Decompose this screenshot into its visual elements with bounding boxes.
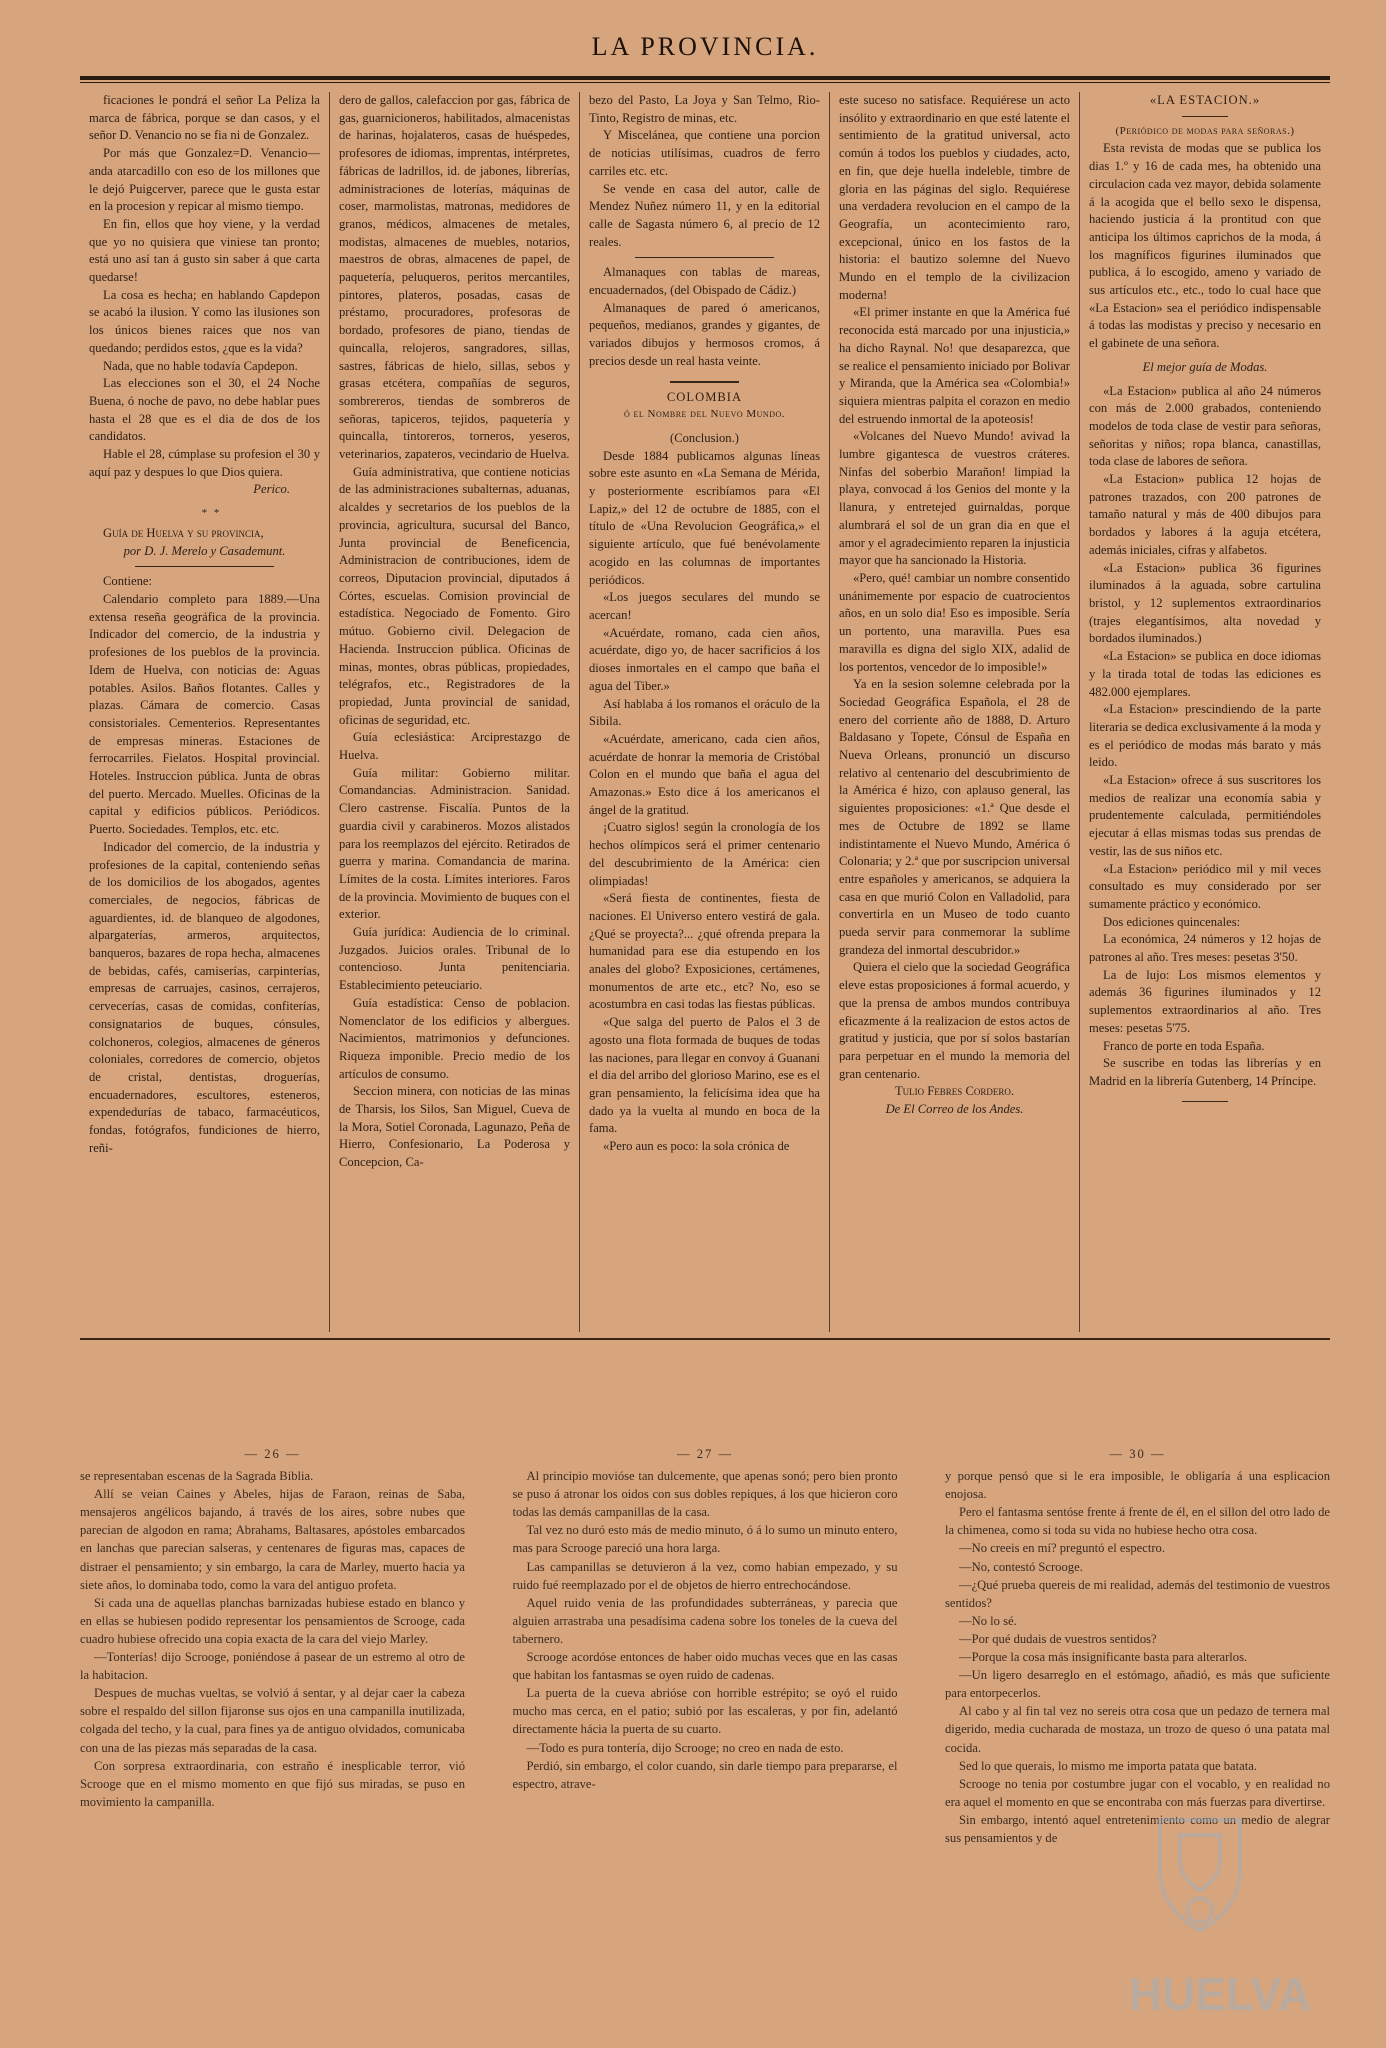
page-header bbox=[80, 30, 1330, 84]
divider bbox=[635, 257, 774, 258]
paragraph: «El primer instante en que la América fué reconocida está marcado por una injusticia,» ha dicho Raynal. No! que desaparezca, que se realice el pensamiento iniciado por Bolivar y Miranda, que la América sea «Colombia!» siquiera mientras palpita el corazon en medio del estruendo inmortal de la apoteosis! bbox=[839, 305, 1070, 426]
paragraph: Despues de muchas vueltas, se volvió á sentar, y al dejar caer la cabeza sobre el respaldo del sillon fijaronse sus ojos en una campanilla inutilizada, colgada del techo, y la cual, para fines ya de antiguo olvidados, comunicaba con una de las piezas más separadas de la casa. bbox=[80, 1686, 465, 1755]
paragraph: Así hablaba á los romanos el oráculo de la Sibila. bbox=[589, 696, 820, 729]
signature: Perico. bbox=[253, 482, 290, 497]
paragraph: Aquel ruido venia de las profundidades subterráneas, y parecia que alguien arrastraba una pesadísima cadena sobre los toneles de la cueva del tabernero. bbox=[512, 1595, 898, 1646]
paragraph: Se vende en casa del autor, calle de Mendez Nuñez número 11, y en la editorial calle de Sagasta número 6, al precio de 12 reales. bbox=[589, 181, 820, 249]
stamp-text: HUELVA bbox=[1128, 1968, 1312, 2020]
paragraph: —Tonterías! dijo Scrooge, poniéndose á pasear de un estremo al otro de la habitacion. bbox=[80, 1650, 465, 1683]
paragraph: La económica, 24 números y 12 hojas de patrones al año. Tres meses: pesetas 3'50. bbox=[1089, 932, 1321, 965]
column-5 bbox=[1080, 92, 1330, 1332]
paragraph: «La Estacion» publica 36 figurines iluminados á la aguada, sobre cartulina bristol, y 12 suplementos extraordinarios (trajes elegantísimos, alta novedad y bordados iluminados.) bbox=[1089, 560, 1321, 646]
paragraph: Al principio movióse tan dulcemente, que apenas sonó; pero bien pronto se puso á atronar los oidos con sus dobles repiques, á los que hicieron coro todas las demás campanillas de la casa. bbox=[512, 1469, 898, 1520]
paragraph: Guía eclesiástica: Arciprestazgo de Huelva. bbox=[339, 730, 570, 763]
masthead: LA PROVINCIA. bbox=[591, 32, 819, 61]
guia-title: Guía de Huelva y su provincia, bbox=[103, 525, 264, 540]
header-rule-thick bbox=[80, 76, 1330, 80]
paragraph: ¡Cuatro siglos! según la cronología de los hechos olímpicos será el primer centenario del descubrimiento de la América: cien olimpiadas! bbox=[589, 820, 820, 888]
paragraph: Y Miscelánea, que contiene una porcion de noticias utilísimas, cuadros de ferro carriles etc. etc. bbox=[589, 128, 820, 178]
paragraph: —No creeis en mí? preguntó el espectro. bbox=[959, 1541, 1165, 1556]
paragraph: Si cada una de aquellas planchas barnizadas hubiese estado en blanco y en ellas se hubiesen podido representar los pensamientos de Scrooge, cada cuadro hubiese ofrecido una copia exacta de la cara del viejo Marley. bbox=[80, 1595, 465, 1646]
paragraph: Guía administrativa, que contiene noticias de las administraciones subalternas, aduanas, alcaldes y secretarios de los pueblos de la provincia, agricultura, sucursal del Banco, Junta provincial de Beneficencia, Administracion de contribuciones, idem de correos, Diputacion provincial, diputados á Córtes, escuelas. Comision provincial de estadística. Negociado de Fomento. Giro mútuo. Gobierno civil. Delegacion de Hacienda. Instruccion pública. Oficinas de minas, montes, obras públicas, propiedades, telégrafos, etc., Registradores de la propiedad, Junta provincial de sanidad, oficinas de seguridad, etc. bbox=[339, 464, 570, 727]
colombia-subtitle: ó el Nombre del Nuevo Mundo. bbox=[623, 408, 786, 421]
page-number: — 30 — bbox=[1109, 1447, 1166, 1461]
page-number: — 26 — bbox=[244, 1447, 301, 1461]
mejor-guia-heading: El mejor guía de Modas. bbox=[1142, 359, 1268, 374]
paragraph: este suceso no satisface. Requiérese un acto insólito y extraordinario en que esté latente el sentimiento de la gratitud universal, acto común á todos los pueblos y ciudades, acto, en fin, que deje huella indeleble, timbre de gloria en las páginas del siglo. Requiérese una verdadera revolucion en el campo de la Geografía, un acontecimiento raro, excepcional, único en los fastos de la historia: el bautizo solemne del Nuevo Mundo en el templo de la civilizacion moderna! bbox=[839, 93, 1070, 302]
paragraph: Seccion minera, con noticias de las minas de Tharsis, los Silos, San Miguel, Cueva de la Mora, Sotiel Coronada, Lagunazo, Peña de Hierro, Confesionario, La Poderosa y Concepcion, Ca- bbox=[339, 1084, 570, 1170]
paragraph: «Pero aun es poco: la sola crónica de bbox=[603, 1139, 790, 1154]
paragraph: —No, contestó Scrooge. bbox=[959, 1559, 1083, 1574]
paragraph: «La Estacion» periódico mil y mil veces consultado es muy considerado por ser sumamente práctico y económico. bbox=[1089, 861, 1321, 911]
paragraph: Pero el fantasma sentóse frente á frente de él, en el sillon del otro lado de la chimenea, como si toda su vida no hubiese hecho otra cosa. bbox=[945, 1505, 1330, 1538]
paragraph: Por más que Gonzalez=D. Venancio—anda atarcadillo con eso de los millones que le dejó Puigcerver, parece que le gusta estar en la procesion y repicar al mismo tiempo. bbox=[89, 146, 320, 214]
signature: Tulio Febres Cordero. bbox=[894, 1084, 1015, 1099]
paragraph: —Por qué dudais de vuestros sentidos? bbox=[959, 1631, 1157, 1646]
folletin-page-26 bbox=[80, 1445, 465, 2005]
paragraph: «Será fiesta de continentes, fiesta de naciones. El Universo entero vestirá de gala. ¿Qué se proyecta?... ¿qué ofrenda prepara la humanidad para ese dia estupendo en los anales del globo? Exposiciones, certámenes, monumentos de arte etc., etc? No, eso se acostumbra en casi todas las fiestas públicas. bbox=[589, 891, 820, 1012]
paragraph: Almanaques de pared ó americanos, pequeños, medianos, grandes y gigantes, de variados dibujos y hermosos cromos, á precios desde un real hasta veinte. bbox=[589, 300, 820, 368]
paragraph: Almanaques con tablas de mareas, encuadernados, (del Obispado de Cádiz.) bbox=[589, 265, 820, 298]
paragraph: —¿Qué prueba quereis de mi realidad, además del testimonio de vuestros sentidos? bbox=[945, 1577, 1330, 1610]
paragraph: «La Estacion» se publica en doce idiomas y la tirada total de todas las ediciones es 482.000 ejemplares. bbox=[1089, 649, 1321, 699]
paragraph: Guía militar: Gobierno militar. Comandancias. Administracion. Sanidad. Clero castrense. Fiscalía. Puntos de la guardia civil y carabineros. Mozos alistados para los reemplazos del ejército. Retirados de guerra y marina. Comandancia de marina. Límites de la costa. Límites interiores. Faros de la provincia. Movimiento de buques con el exterior. bbox=[339, 765, 570, 922]
paragraph: Guía jurídica: Audiencia de lo criminal. Juzgados. Juicios orales. Tribunal de lo contencioso. Junta penitenciaria. Establecimiento peteuciario. bbox=[339, 925, 570, 993]
paragraph: Nada, que no hable todavía Capdepon. bbox=[103, 358, 298, 373]
paragraph: «La Estacion» publica al año 24 números con más de 2.000 grabados, conteniendo modelos de toda clase de vestir para señoras, señoritas y niños; ropa blanca, canastillas, toda clase de labores de señora. bbox=[1089, 383, 1321, 469]
paragraph: Scrooge acordóse entonces de haber oido muchas veces que en las casas que habitan los fantasmas se oyen ruido de cadenas. bbox=[512, 1650, 898, 1683]
paragraph: Sin embargo, intentó aquel entretenimiento como un medio de alegrar sus pensamientos y de bbox=[945, 1812, 1330, 1845]
paragraph: Allí se veian Caines y Abeles, hijas de Faraon, reinas de Saba, mensajeros angélicos bajando, á través de los aires, sobre nubes que parecian de algodon en rama; Abrahams, Baltasares, apóstoles embarcados en lanchas que parecian salseras, y centenares de figuras mas, capaces de distraer el pensamiento; y sin embargo, la cara de Marley, muerto hacia ya siete años, lo dominaba todo, como la vara del antiguo profeta. bbox=[80, 1487, 465, 1592]
paragraph: «La Estacion» prescindiendo de la parte literaria se dedica exclusivamente á la moda y es el periódico de modas más barato y más leido. bbox=[1089, 702, 1321, 770]
paragraph: Hable el 28, cúmplase su profesion el 30 y aquí paz y despues lo que Dios quiera. bbox=[89, 447, 320, 479]
section-divider bbox=[80, 1338, 1330, 1340]
paragraph: Tal vez no duró esto más de medio minuto, ó á lo sumo un minuto entero, mas para Scrooge pareció una hora larga. bbox=[512, 1523, 898, 1556]
paragraph: bezo del Pasto, La Joya y San Telmo, Rio-Tinto, Registro de minas, etc. bbox=[589, 93, 820, 125]
paragraph: Scrooge no tenia por costumbre jugar con el vocablo, y en realidad no era aquel el momento en que se encontraba con más fuerzas para divertirse. bbox=[945, 1776, 1330, 1809]
divider bbox=[670, 381, 739, 383]
paragraph: Indicador del comercio, de la industria y profesiones de la capital, conteniendo señas de los domicilios de los abogados, agentes comerciales, de negocios, fábricas de aguardientes, id. de blanqueo de algodones, alpargaterías, armeros, arquitectos, banqueros, bazares de ropa hecha, almacenes de bebidas, cafés, camiserías, carpinterías, empresas de carruajes, casinos, cerrajeros, cervecerías, casas de comidas, confiterías, consignatarios de buques, cónsules, colchoneros, colegios, almacenes de géneros coloniales, corredores de comercio, objetos de cristal, dentistas, droguerías, encuadernadores, escultores, esteneros, expendedurías de tabaco, farmacéuticos, fondas, fotógrafos, fundiciones de hierro, reñi- bbox=[89, 839, 320, 1155]
paragraph: Quiera el cielo que la sociedad Geográfica eleve estas proposiciones á formal acuerdo, y que la prensa de ambos mundos contribuya eficazmente á la realizacion de estos actos de gratitud y justicia, que por sí solos bastarían para perpetuar en el mundo la memoria del gran centenario. bbox=[839, 960, 1070, 1081]
paragraph: Ya en la sesion solemne celebrada por la Sociedad Geográfica Española, el 28 de enero del corriente año de 1888, D. Arturo Baldasano y Topete, Cónsul de España en Nueva Orleans, pronunció un discurso relativo al centenario del descubrimiento de la América é hizo, con aplauso general, las siguientes proposiciones: «1.ª Que desde el mes de Octubre de 1892 se llame indistintamente el Nuevo Mundo, América ó Colonaria; y 2.ª que por suscripcion universal entre españoles y americanos, se adquiera la casa en que murió Colon en Valladolid, para convertirla en un Museo de todo cuanto pueda servir para conmemorar la sublime grandeza del inmortal descubridor.» bbox=[839, 677, 1070, 957]
folletin-page-27 bbox=[513, 1445, 898, 2005]
newspaper-columns bbox=[80, 92, 1330, 1332]
paragraph: «Volcanes del Nuevo Mundo! avivad la lumbre gigantesca de vuestros cráteres. Ninfas del soberbio Marañon! limpiad la playa, convocad á los Genios del monte y la llanura, y entretejed guirnaldas, porque alumbrará el sol de un gran dia en que el amor y el agradecimiento reparen la injusticia mayor que ha sancionado la Historia. bbox=[839, 429, 1070, 568]
paragraph: «Acuérdate, americano, cada cien años, acuérdate de honrar la memoria de Cristóbal Colon en el mundo que baña el agua del Amazonas.» Esto dice á los americanos el ángel de la gratitud. bbox=[589, 731, 820, 817]
column-4 bbox=[830, 92, 1080, 1332]
page-number: — 27 — bbox=[676, 1447, 734, 1461]
paragraph: se representaban escenas de la Sagrada Biblia. bbox=[80, 1469, 314, 1484]
contiene-label: Contiene: bbox=[103, 574, 152, 589]
ornament: * * bbox=[201, 507, 222, 520]
paragraph: Esta revista de modas que se publica los dias 1.º y 16 de cada mes, ha obtenido una circulacion cada vez mayor, debida solamente á la acogida que el bello sexo le dispensa, haciendo justicia á la prontitud con que anticipa los últimos caprichos de la moda, á los magníficos figurines iluminados que publica, á lo escogido, ameno y variado de sus artículos etc., etc., todo lo cual hace que «La Estacion» sea el periódico indispensable á todas las modistas y preciso y necesario en el gabinete de una señora. bbox=[1089, 141, 1321, 351]
paragraph: En fin, ellos que hoy viene, y la verdad que yo no quisiera que viniese tan pronto; está uno así tan á gusto sin saber á que carta quedarse! bbox=[89, 216, 320, 285]
column-1 bbox=[80, 92, 330, 1332]
divider bbox=[1182, 116, 1228, 117]
paragraph: Las campanillas se detuvieron á la vez, como habian empezado, y su ruido fué reemplazado por el de objetos de hierro entrechocándose. bbox=[512, 1559, 898, 1592]
colombia-title: COLOMBIA bbox=[666, 389, 743, 404]
paragraph: ficaciones le pondrá el señor La Peliza la marca de fábrica, porque se dan casos, y el señor D. Venancio no se fia ni de Gonzalez. bbox=[89, 93, 320, 143]
paragraph: «La Estacion» ofrece á sus suscritores los medios de realizar una economía sabia y prudentemente calculada, permitiéndoles ejecutar á ellas mismas todas sus prendas de vestir, las de sus niños etc. bbox=[1089, 773, 1321, 858]
conclusion-label: (Conclusion.) bbox=[670, 430, 739, 445]
header-rule-thin bbox=[80, 82, 1330, 83]
paragraph: Perdió, sin embargo, el color cuando, sin darle tiempo para prepararse, el espectro, atrave- bbox=[512, 1758, 898, 1791]
column-2 bbox=[330, 92, 580, 1332]
paragraph: Guía estadística: Censo de poblacion. Nomenclator de los edificios y albergues. Nacimientos, matrimonios y defunciones. Riqueza imponible. Precio medio de los artículos de consumo. bbox=[339, 995, 570, 1081]
paragraph: —Un ligero desarreglo en el estómago, añadió, es más que suficiente para entorpecerlos. bbox=[945, 1668, 1330, 1701]
paragraph: «Que salga del puerto de Palos el 3 de agosto una flota formada de buques de todas las naciones, para llegar en convoy á Guanani el dia del arribo del glorioso Marino, ese es el gran pensamiento, la felicísima idea que ha dado ya la vuelta al mundo en boca de la fama. bbox=[589, 1015, 820, 1136]
paragraph: Sed lo que querais, lo mismo me importa patata que batata. bbox=[959, 1758, 1257, 1773]
paragraph: Se suscribe en todas las librerías y en Madrid en la librería Gutenberg, 14 Príncipe. bbox=[1089, 1056, 1321, 1088]
source-note: De El Correo de los Andes. bbox=[885, 1102, 1024, 1117]
paragraph: «La Estacion» publica 12 hojas de patrones trazados, con 200 patrones de tamaño natural y más de 400 dibujos para bordados y labores á la aguja etcétera, además iniciales, cifras y alfabetos. bbox=[1089, 472, 1321, 557]
paragraph: «Los juegos seculares del mundo se acercan! bbox=[589, 590, 820, 622]
guia-author: por D. J. Merelo y Casademunt. bbox=[123, 543, 286, 558]
paragraph: Calendario completo para 1889.—Una extensa reseña geográfica de la provincia. Indicador del comercio, de la industria y profesiones de los pueblos de la provincia. Idem de Huelva, con noticias de: Aguas potables. Asilos. Baños flotantes. Calles y plazas. Cámara de comercio. Casas consistoriales. Cementerios. Representantes de empresas mineras. Estaciones de ferrocarriles. Fielatos. Hospital provincial. Hoteles. Instruccion pública. Junta de obras del puerto. Mercado. Muelles. Oficinas de la capital y edificios públicos. Periódicos. Puerto. Sociedades. Templos, etc. etc. bbox=[89, 591, 320, 837]
paragraph: La puerta de la cueva abrióse con horrible estrépito; se oyó el ruido mucho mas cerca, en el patio; subió por las escaleras, y por fin, adelantó directamente hácia la puerta de su cuarto. bbox=[512, 1686, 898, 1737]
archive-watermark-stamp bbox=[1100, 1800, 1340, 2030]
paragraph: Dos ediciones quincenales: bbox=[1103, 914, 1241, 929]
estacion-title: «LA ESTACION.» bbox=[1149, 93, 1261, 107]
paragraph: La de lujo: Los mismos elementos y además 36 figurines iluminados y 12 suplementos extraordinarios al año. Tres meses: pesetas 5'75. bbox=[1089, 967, 1321, 1035]
paragraph: La cosa es hecha; en hablando Capdepon se acabó la ilusion. Y como las ilusiones son los únicos bienes raices que nos van quedando; perdidos estos, ¿que es la vida? bbox=[89, 287, 320, 355]
paragraph: —No lo sé. bbox=[959, 1613, 1017, 1628]
paragraph: dero de gallos, calefaccion por gas, fábrica de gas, guarnicioneros, habilitados, almacenistas de harinas, hojalateros, casas de huéspedes, profesores de idiomas, imprentas, intérpretes, fábricas de ladrillos, id. de jabones, librerías, administraciones de loterías, máquinas de coser, marmolistas, matronas, medidores de granos, médicos, almacenes de metales, modistas, almacenes de muebles, notarios, maestros de obras, almacenes de papel, de paquetería, peluqueros, peritos mercantiles, pintores, plateros, posadas, casas de préstamo, procuradores, profesoras de bordado, profesores de piano, tiendas de quincalla, relojeros, sangradores, sillas, sastres, fábricas de hielo, sillas, sebos y grasas etcétera, compañías de seguros, sombrereros, tiendas de sombreros de señoras, tapiceros, tejidos, paquetería y quincalla, tintoreros, torneros, yeseros, veterinarios, zapateros, vecindario de Huelva. bbox=[339, 93, 570, 462]
divider bbox=[1182, 1101, 1228, 1102]
paragraph: Con sorpresa extraordinaria, con estraño é inesplicable terror, vió Scrooge que en el mismo momento en que fijó sus miradas, se puso en movimiento la campanilla. bbox=[80, 1758, 465, 1809]
paragraph: Las elecciones son el 30, el 24 Noche Buena, ó noche de pavo, no debe hablar pues hasta el 28 que es el dia de dos de los candidatos. bbox=[89, 376, 320, 444]
paragraph: «Acuérdate, romano, cada cien años, acuérdate, digo yo, de hacer sacrificios á los dioses inmortales en el campo que baña el agua del Tiber.» bbox=[589, 625, 820, 693]
paragraph: Al cabo y al fin tal vez no sereis otra cosa que un pedazo de ternera mal digerido, media cucharada de mostaza, un trozo de queso ó una patata mal cocida. bbox=[945, 1704, 1330, 1755]
paragraph: Franco de porte en toda España. bbox=[1103, 1038, 1265, 1053]
divider bbox=[135, 566, 274, 567]
paragraph: y porque pensó que si le era imposible, le obligaría á una esplicacion enojosa. bbox=[945, 1469, 1330, 1502]
column-3 bbox=[580, 92, 830, 1332]
paragraph: —Porque la cosa más insignificante basta para alterarlos. bbox=[959, 1650, 1248, 1665]
paragraph: Desde 1884 publicamos algunas líneas sobre este asunto en «La Semana de Mérida, y posteriormente escribíamos para «El Lapiz,» del 12 de octubre de 1885, con el título de «Una Revolucion Geográfica,» el siguiente artículo, que fué benévolamente acogido en las columnas de importantes periódicos. bbox=[589, 448, 820, 587]
estacion-subtitle: (Periódico de modas para señoras.) bbox=[1115, 124, 1295, 137]
paragraph: —Todo es pura tontería, dijo Scrooge; no creo en nada de esto. bbox=[526, 1740, 844, 1755]
paragraph: «Pero, qué! cambiar un nombre consentido unánimemente por espacio de cuatrocientos años, en un solo dia! Eso es imposible. Sería un portento, una maravilla. Pues esa maravilla es digna del siglo XIX, adalid de los portentos, vencedor de lo imposible!» bbox=[839, 570, 1070, 674]
